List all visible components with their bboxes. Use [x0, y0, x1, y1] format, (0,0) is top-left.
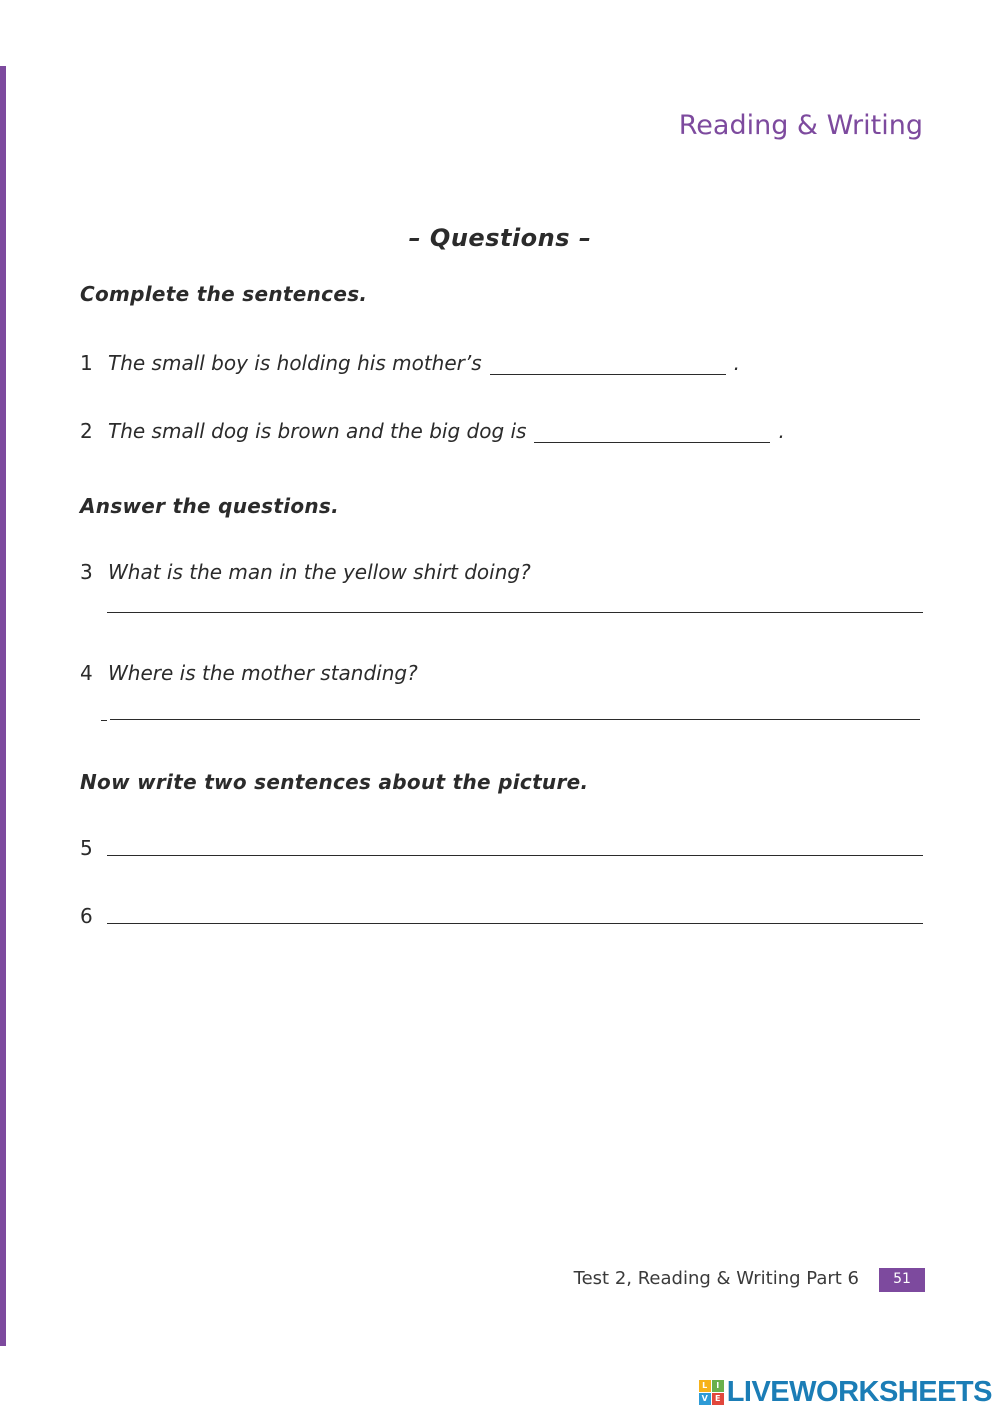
question-1-end: .: [733, 351, 741, 375]
purple-side-bar: [0, 66, 6, 1346]
section-header: Reading & Writing: [678, 110, 923, 141]
instruction-write: Now write two sentences about the picture.: [80, 770, 589, 794]
question-1-number: 1: [80, 351, 93, 375]
question-4-number: 4: [80, 661, 93, 685]
question-1-text: The small boy is holding his mother’s: [108, 351, 482, 375]
question-2: [80, 419, 785, 443]
question-2-number: 2: [80, 419, 93, 443]
brand-name: LIVEWORKSHEETS: [726, 1376, 992, 1408]
question-2-text: The small dog is brown and the big dog is: [108, 419, 527, 443]
answer-1-blank[interactable]: [490, 354, 726, 375]
instruction-answer: Answer the questions.: [80, 494, 340, 518]
line-tick: [101, 720, 107, 721]
question-4-text: Where is the mother standing?: [108, 661, 418, 685]
question-3: [80, 560, 531, 584]
question-3-number: 3: [80, 560, 93, 584]
footer-label: Test 2, Reading & Writing Part 6: [573, 1268, 859, 1289]
page-number-badge: 51: [879, 1268, 925, 1292]
question-2-end: .: [778, 419, 785, 443]
sentence-5-line[interactable]: [107, 855, 923, 856]
question-4: [80, 661, 418, 685]
answer-2-blank[interactable]: [534, 422, 770, 443]
sentence-6-line[interactable]: [107, 923, 923, 924]
answer-3-line[interactable]: [107, 612, 923, 613]
question-3-text: What is the man in the yellow shirt doing?: [108, 560, 531, 584]
answer-4-line[interactable]: [110, 719, 920, 720]
instruction-complete: Complete the sentences.: [80, 282, 368, 306]
questions-title: – Questions –: [408, 224, 592, 252]
sentence-6-number: 6: [80, 904, 93, 928]
brand-logo: [699, 1376, 992, 1409]
question-1: [80, 351, 740, 375]
sentence-5-number: 5: [80, 836, 93, 860]
liveworksheets-icon: L I V E: [699, 1380, 724, 1405]
